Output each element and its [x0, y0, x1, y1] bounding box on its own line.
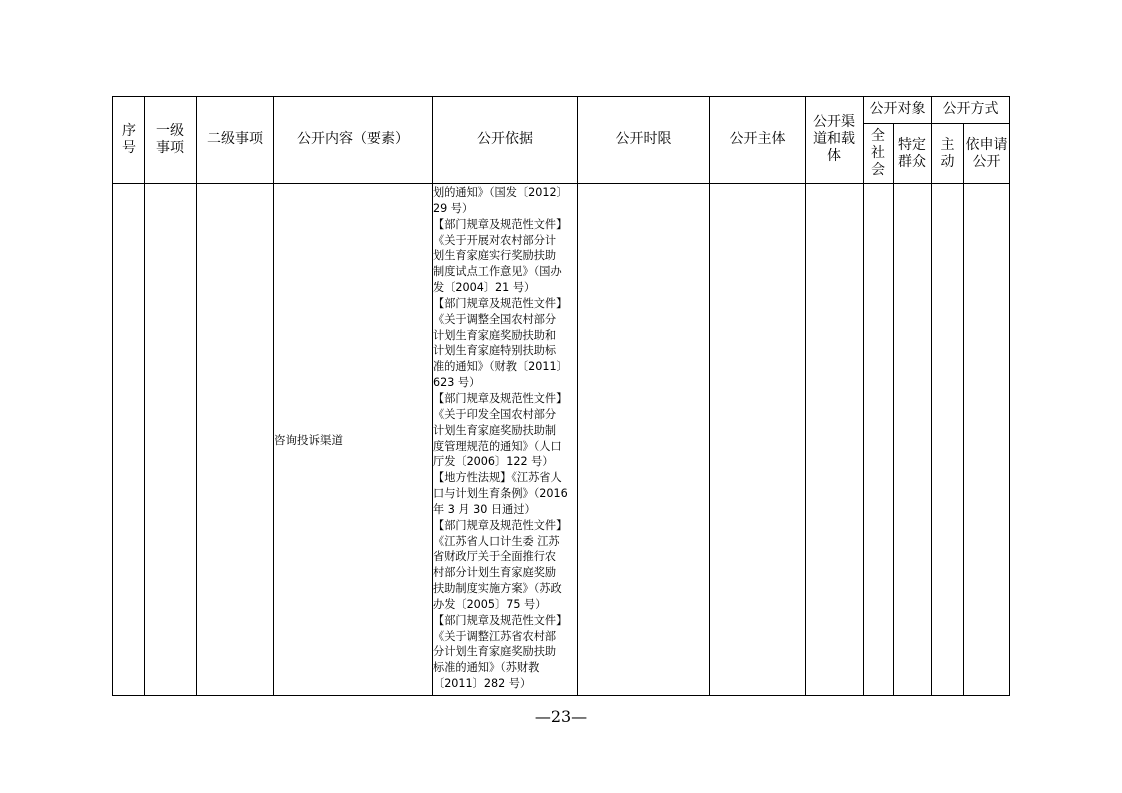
basis-line: 扶助制度实施方案》（苏政 — [433, 582, 562, 596]
header-method-group-label: 公开方式 — [942, 101, 999, 117]
basis-line: 村部分计划生育家庭奖励 — [433, 566, 557, 580]
basis-line: 《关于调整全国农村部分 — [433, 312, 557, 326]
header-seq-label: 序号 — [122, 122, 136, 156]
header-method-active — [939, 124, 956, 183]
header-seq — [117, 96, 141, 183]
header-level1-label: 一级事项 — [156, 122, 184, 156]
header-subject-label: 公开主体 — [729, 131, 786, 147]
basis-line: 【部门规章及规范性文件】 — [433, 613, 568, 627]
basis-line: 【部门规章及规范性文件】 — [433, 518, 568, 532]
basis-line: 制度试点工作意见》（国办 — [433, 265, 562, 279]
basis-line: 〔2011〕282 号） — [433, 677, 532, 691]
basis-line: 29 号） — [433, 201, 474, 215]
basis-line: 划的通知》（国发〔2012〕 — [433, 186, 568, 199]
header-method-group — [932, 96, 1009, 123]
basis-line: 计划生育家庭奖励扶助制 — [433, 423, 557, 437]
header-target-specific-label: 特定群众 — [898, 136, 926, 170]
basis-line: 标准的通知》（苏财教 — [433, 661, 540, 675]
header-time-limit — [578, 96, 709, 183]
header-method-request-label: 依申请公开 — [965, 136, 1008, 170]
header-basis-label: 公开依据 — [477, 131, 533, 147]
header-level2 — [197, 96, 273, 183]
basis-line: 623 号） — [433, 376, 481, 390]
basis-line: 《关于印发全国农村部分 — [433, 407, 557, 421]
basis-line: 【地方性法规】《江苏省人 — [433, 471, 562, 485]
basis-line: 《江苏省人口计生委 江苏 — [433, 534, 560, 548]
row-content-cell: 咨询投诉渠道 — [274, 433, 343, 447]
header-method-request — [964, 124, 1009, 183]
header-level1 — [151, 96, 189, 183]
basis-line: 《关于调整江苏省农村部 — [433, 629, 557, 643]
header-subject — [710, 96, 805, 183]
header-basis — [433, 96, 577, 183]
header-time-limit-label: 公开时限 — [615, 131, 672, 147]
basis-line: 年 3 月 30 日通过） — [433, 502, 536, 516]
header-method-active-label: 主动 — [940, 136, 955, 170]
basis-line: 【部门规章及规范性文件】 — [433, 217, 568, 231]
basis-line: 度管理规范的通知》（人口 — [433, 439, 562, 453]
basis-line: 口与计划生育条例》（2016 — [433, 487, 568, 501]
row-basis-cell — [433, 185, 578, 692]
basis-line: 计划生育家庭奖励扶助和 — [433, 328, 557, 342]
header-channel — [808, 96, 860, 183]
header-target-all — [869, 124, 887, 183]
header-content-label: 公开内容（要素） — [297, 131, 409, 147]
header-target-all-label: 全社会 — [871, 128, 885, 178]
basis-line: 分计划生育家庭奖励扶助 — [433, 645, 557, 659]
basis-line: 【部门规章及规范性文件】 — [433, 391, 568, 405]
header-channel-label: 公开渠道和载体 — [813, 114, 855, 164]
basis-line: 省财政厅关于全面推行农 — [433, 550, 557, 564]
basis-line: 划生育家庭实行奖励扶助 — [433, 249, 557, 263]
basis-line: 《关于开展对农村部分计 — [433, 233, 557, 247]
header-target-group-label: 公开对象 — [869, 101, 926, 117]
header-target-group — [864, 96, 931, 123]
page-number: —23— — [534, 707, 588, 726]
basis-line: 计划生育家庭特别扶助标 — [433, 344, 557, 358]
basis-line: 准的通知》（财教〔2011〕 — [433, 360, 568, 374]
header-content — [274, 96, 432, 183]
basis-line: 【部门规章及规范性文件】 — [433, 296, 568, 310]
basis-line: 办发〔2005〕75 号） — [433, 597, 547, 611]
basis-line: 厅发〔2006〕122 号） — [433, 455, 554, 469]
header-level2-label: 二级事项 — [207, 131, 263, 147]
basis-line: 发〔2004〕21 号） — [433, 281, 536, 295]
header-target-specific — [895, 124, 929, 183]
